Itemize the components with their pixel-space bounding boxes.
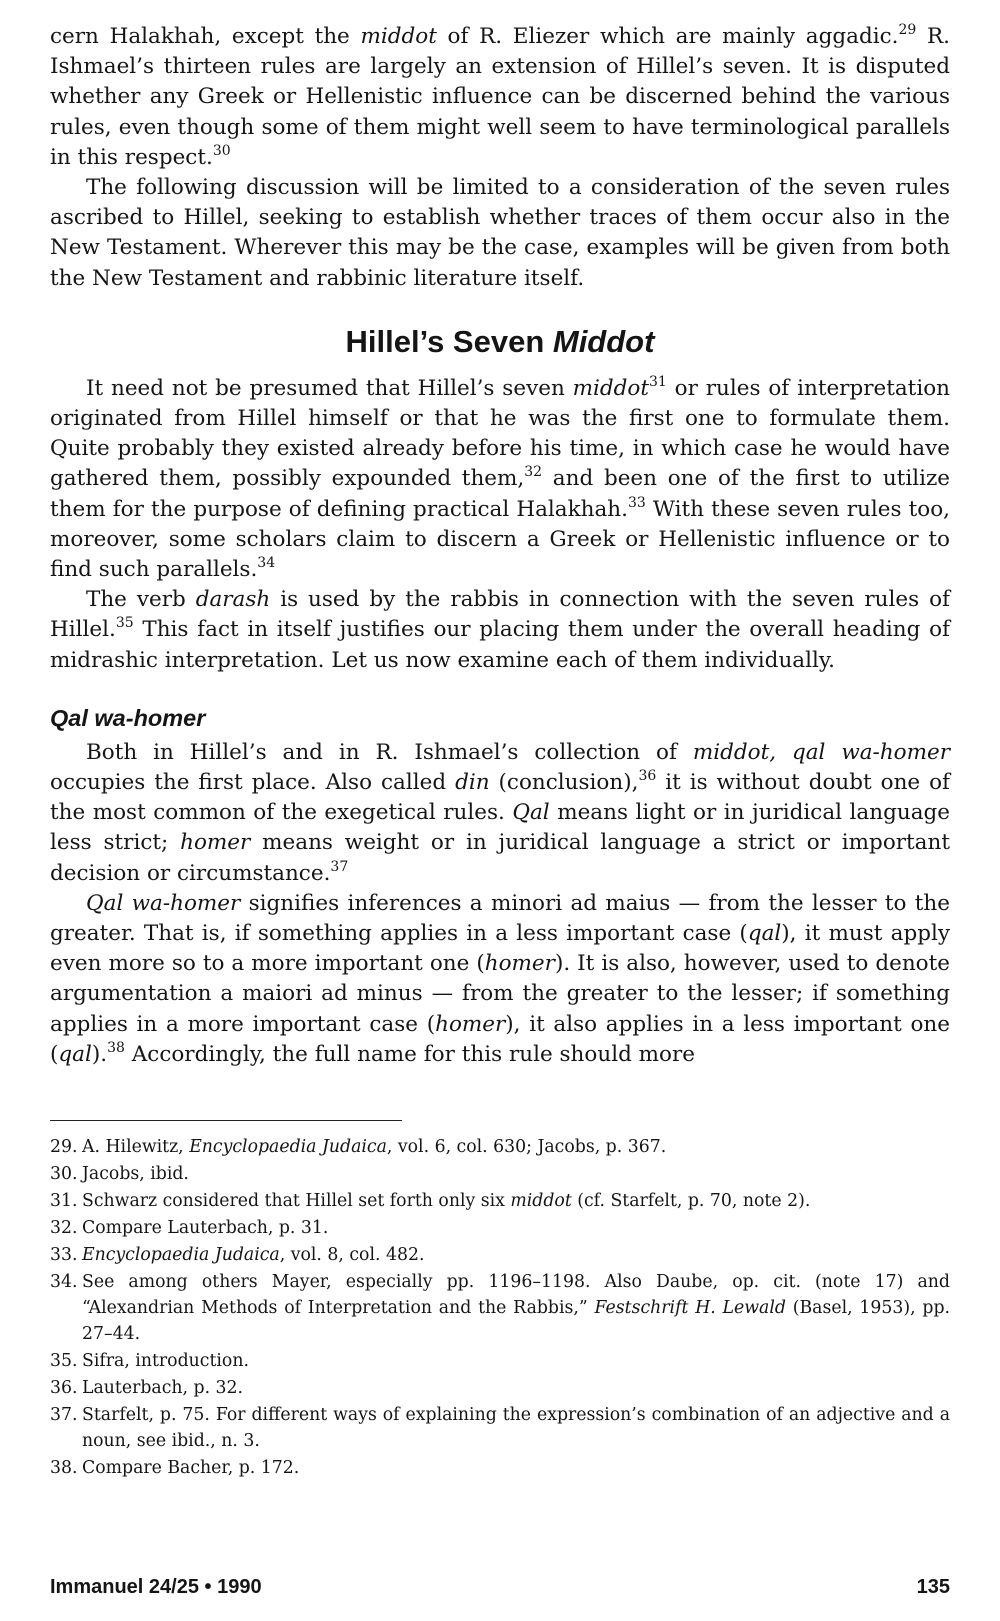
- footnote-text: [82, 1245, 424, 1265]
- text-run: R. Ishmael’s thirteen rules are largely an extension of Hillel’s seven. It is disputed whether any Greek or Hellenistic influence can be discerned behind the various rules, even though some of them might well seem to have terminological parallels in this respect.: [50, 24, 950, 170]
- footnote-ref: 33: [627, 494, 646, 511]
- text-run: ).: [91, 1041, 108, 1067]
- text-run: The following discussion will be limited to a consideration of the seven rules ascribed to Hillel, seeking to establish whether traces of them occur also in the New Testament. Wherever this may be the case, examples will be given from both the New Testament and rabbinic literature itself.: [50, 175, 950, 291]
- footnote-ref: 31: [649, 373, 667, 390]
- footnote-item: [50, 1188, 950, 1214]
- footnote-item: [50, 1215, 950, 1241]
- footnote-item: [50, 1134, 950, 1160]
- text-run: ), it also applies in a less important one (: [50, 1011, 951, 1067]
- italic-term: homer: [484, 951, 555, 977]
- footnote-number: 38.: [50, 1458, 78, 1478]
- text-run: ). It is also, however, used to denote argumentation a maiori ad minus — from the greater to the lesser; if something applies in a more important case (: [50, 951, 950, 1037]
- footnote-item: [50, 1348, 950, 1374]
- footnote-ref: 35: [115, 615, 134, 632]
- text-run: , vol. 8, col. 482.: [279, 1245, 425, 1265]
- text-run: See among others Mayer, especially pp. 1196–1198. Also Daube, op. cit. (note 17) and “Alexandrian Methods of Interpretation and the Rabbis,”: [82, 1272, 950, 1318]
- text-run: With these seven rules too, moreover, some scholars claim to discern a Greek or Hellenistic influence or to find such parallels.: [50, 496, 950, 583]
- footnotes-list: [50, 1134, 950, 1481]
- footnote-ref: 30: [212, 142, 231, 159]
- text-run: Jacobs, ibid.: [82, 1164, 189, 1184]
- text-run: Schwarz considered that Hillel set forth only six: [82, 1191, 511, 1211]
- footnote-number: 37.: [50, 1405, 78, 1425]
- italic-term: middot: [510, 1191, 572, 1211]
- section-heading-text: Hillel’s Seven: [345, 323, 553, 359]
- subsection-paragraph-2: [50, 889, 950, 1070]
- footnote-number: 34.: [50, 1272, 78, 1292]
- text-run: (conclusion),: [489, 770, 639, 796]
- text-run: Accordingly, the full name for this rule should more: [124, 1041, 695, 1067]
- page-number: 135: [916, 1576, 950, 1598]
- italic-term: Encyclopaedia Judaica: [82, 1245, 280, 1265]
- text-run: occupies the first place. Also called: [50, 770, 456, 796]
- footnote-item: [50, 1455, 950, 1481]
- footnote-ref: 36: [638, 768, 657, 785]
- italic-term: middot: [572, 375, 650, 401]
- footnote-text: [82, 1191, 810, 1211]
- footnote-text: [82, 1164, 189, 1184]
- text-run: it is without doubt one of the most common of the exegetical rules.: [50, 770, 951, 826]
- text-run: of R. Eliezer which are mainly aggadic.: [436, 24, 899, 49]
- footnote-number: 33.: [50, 1245, 78, 1265]
- footnote-text: [82, 1458, 299, 1478]
- italic-term: homer: [435, 1011, 506, 1037]
- footnote-ref: 38: [107, 1039, 125, 1056]
- text-run: This fact in itself justifies our placing them under the overall heading of midrashic interpretation. Let us now examine each of them individually.: [50, 617, 950, 673]
- footnote-text: [82, 1405, 950, 1451]
- section-paragraph-2: [50, 585, 950, 676]
- page-body: [50, 22, 950, 1070]
- italic-term: din: [455, 770, 490, 796]
- text-run: is used by the rabbis in connection with the seven rules of Hillel.: [50, 587, 950, 643]
- section-paragraph-1: [50, 374, 950, 585]
- italic-term: Qal wa-homer: [86, 890, 241, 916]
- section-heading: [50, 324, 950, 360]
- text-run: means light or in juridical language less strict;: [50, 800, 950, 856]
- italic-term: middot, qal wa-homer: [692, 739, 950, 765]
- italic-term: homer: [180, 830, 251, 856]
- text-run: Compare Lauterbach, p. 31.: [82, 1218, 329, 1238]
- intro-paragraph-1: [50, 22, 950, 173]
- subsection-heading: Qal wa-homer: [50, 704, 206, 731]
- text-run: Compare Bacher, p. 172.: [82, 1458, 300, 1478]
- footnote-item: [50, 1269, 950, 1347]
- italic-term: Festschrift H. Lewald: [594, 1298, 786, 1318]
- text-run: and been one of the first to utilize them for the purpose of defining practical Halakhah.: [50, 466, 950, 522]
- footnote-number: 31.: [50, 1191, 78, 1211]
- italic-term: Encyclopaedia Judaica: [189, 1137, 387, 1157]
- text-run: signifies inferences a minori ad maius — from the lesser to the greater. That is, if something applies in a less important case (: [50, 890, 950, 947]
- text-run: cern Halakhah, except the: [50, 24, 361, 49]
- footnote-ref: 29: [898, 22, 917, 38]
- footnote-text: [82, 1272, 950, 1344]
- footnote-number: 32.: [50, 1218, 78, 1238]
- footnote-text: [82, 1218, 328, 1238]
- footnote-ref: 32: [524, 464, 543, 481]
- footnote-number: 35.: [50, 1351, 78, 1371]
- italic-term: middot: [360, 24, 437, 49]
- text-run: , vol. 6, col. 630; Jacobs, p. 367.: [386, 1137, 667, 1157]
- footnote-number: 29.: [50, 1137, 78, 1157]
- footnote-ref: 34: [257, 555, 276, 572]
- footnote-number: 30.: [50, 1164, 78, 1184]
- text-run: Lauterbach, p. 32.: [82, 1378, 244, 1398]
- footnote-text: [82, 1351, 249, 1371]
- text-run: A. Hilewitz,: [82, 1137, 190, 1157]
- italic-term: qal: [747, 921, 782, 947]
- footnote-text: [82, 1378, 243, 1398]
- text-run: (cf. Starfelt, p. 70, note 2).: [571, 1191, 811, 1211]
- italic-term: qal: [58, 1041, 92, 1067]
- text-run: or rules of interpretation originated from Hillel himself or that he was the first one to formulate them. Quite probably they existed already before his time, in which case he would have gathered them, possibly expounded them,: [50, 375, 950, 492]
- footnote-number: 36.: [50, 1378, 78, 1398]
- footnote-divider: [50, 1120, 402, 1121]
- section-heading-italic: Middot: [552, 323, 655, 359]
- footnote-ref: 37: [330, 858, 349, 875]
- italic-term: Qal: [512, 800, 550, 826]
- subsection-paragraph-1: [50, 738, 950, 889]
- text-run: It need not be presumed that Hillel’s seven: [86, 375, 573, 401]
- text-run: Sifra, introduction.: [82, 1351, 249, 1371]
- text-run: Starfelt, p. 75. For different ways of explaining the expression’s combination of an adjective and a noun, see ibid., n. 3.: [82, 1405, 950, 1451]
- footnote-item: [50, 1402, 950, 1454]
- footnote-item: [50, 1375, 950, 1401]
- text-run: Both in Hillel’s and in R. Ishmael’s collection of: [86, 739, 693, 765]
- intro-paragraph-2: [50, 173, 950, 294]
- text-run: ), it must apply even more so to a more important one (: [50, 921, 950, 977]
- footnote-item: [50, 1242, 950, 1268]
- journal-citation: Immanuel 24/25 • 1990: [50, 1576, 262, 1598]
- text-run: (Basel, 1953), pp. 27–44.: [82, 1298, 950, 1344]
- footnote-item: [50, 1161, 950, 1187]
- text-run: means weight or in juridical language a strict or important decision or circumstance.: [50, 830, 950, 886]
- footnote-text: [82, 1137, 666, 1157]
- text-run: The verb: [86, 587, 196, 613]
- italic-term: darash: [195, 587, 271, 613]
